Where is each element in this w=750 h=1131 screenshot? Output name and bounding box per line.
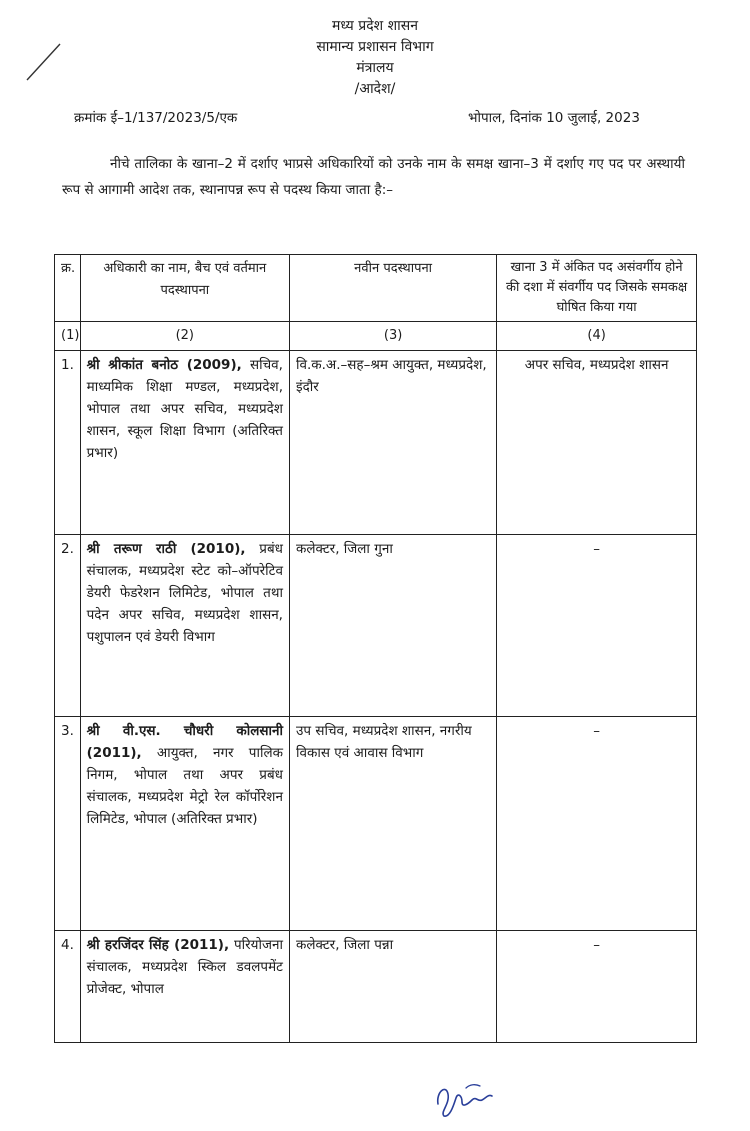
table-row [55,351,697,535]
row-officer [80,351,289,535]
row-sno: 1. [55,351,81,535]
header-new-posting: नवीन पदस्थापना [289,255,496,322]
column-number: (2) [80,322,289,351]
header-secretariat: मंत्रालय [356,60,394,76]
signature [432,1074,502,1120]
row-equivalent-post: – [497,535,697,717]
row-new-posting: वि.क.अ.–सह–श्रम आयुक्त, मध्यप्रदेश, इंदौर [289,351,496,535]
column-number: (4) [497,322,697,351]
row-new-posting: कलेक्टर, जिला गुना [289,535,496,717]
header-equivalent-post: खाना 3 में अंकित पद असंवर्गीय होने की दशा में संवर्गीय पद जिसके समकक्ष घोषित किया गया [497,255,697,322]
table-row [55,931,697,1043]
reference-number: क्रमांक ई–1/137/2023/5/एक [74,110,238,126]
column-number: (3) [289,322,496,351]
officer-current-posting: परियोजना संचालक, मध्यप्रदेश स्किल डवलपमेंट प्रोजेक्ट, भोपाल [86,937,283,997]
intro-paragraph: नीचे तालिका के खाना–2 में दर्शाए भाप्रसे अधिकारियों को उनके नाम के समक्ष खाना–3 में दर्शाए गए पद पर अस्थायी रूप से आगामी आदेश तक, स्थानापन्न रूप से पदस्थ किया जाता है:– [62,156,685,198]
transfer-table [54,254,697,1043]
row-officer [80,717,289,931]
table-header-row [55,255,697,322]
header-sno: क्र. [55,255,81,322]
row-new-posting: कलेक्टर, जिला पन्ना [289,931,496,1043]
column-number-row [55,322,697,351]
row-sno: 3. [55,717,81,931]
row-equivalent-post: अपर सचिव, मध्यप्रदेश शासन [497,351,697,535]
column-number: (1) [55,322,81,351]
header-order-label: /आदेश/ [354,81,396,97]
row-new-posting: उप सचिव, मध्यप्रदेश शासन, नगरीय विकास एवं आवास विभाग [289,717,496,931]
header-officer: अधिकारी का नाम, बैच एवं वर्तमान पदस्थापना [80,255,289,322]
header-government: मध्य प्रदेश शासन [332,18,418,34]
document-header [0,16,750,100]
officer-name: श्री वी.एस. चौधरी कोलसानी (2011), [86,723,283,761]
officer-name: श्री तरूण राठी (2010), [86,541,246,557]
row-equivalent-post: – [497,931,697,1043]
officer-current-posting: सचिव, माध्यमिक शिक्षा मण्डल, मध्यप्रदेश, भोपाल तथा अपर सचिव, मध्यप्रदेश शासन, स्कूल शिक्षा विभाग (अतिरिक्त प्रभार) [86,357,283,461]
officer-name: श्री हरजिंदर सिंह (2011), [86,937,230,953]
table-row [55,535,697,717]
row-sno: 2. [55,535,81,717]
header-department: सामान्य प्रशासन विभाग [316,39,434,55]
officer-name: श्री श्रीकांत बनोठ (2009), [86,357,242,373]
table-row [55,717,697,931]
place-date: भोपाल, दिनांक 10 जुलाई, 2023 [468,110,640,126]
officer-current-posting: प्रबंध संचालक, मध्यप्रदेश स्टेट को–ऑपरेटिव डेयरी फेडरेशन लिमिटेड, भोपाल तथा पदेन अपर सचिव, मध्यप्रदेश शासन, पशुपालन एवं डेयरी विभाग [86,541,283,645]
row-equivalent-post: – [497,717,697,931]
officer-current-posting: आयुक्त, नगर पालिक निगम, भोपाल तथा अपर प्रबंध संचालक, मध्यप्रदेश मेट्रो रेल कॉर्पोरेशन लिमिटेड, भोपाल (अतिरिक्त प्रभार) [86,745,283,827]
row-officer [80,931,289,1043]
row-sno: 4. [55,931,81,1043]
row-officer [80,535,289,717]
